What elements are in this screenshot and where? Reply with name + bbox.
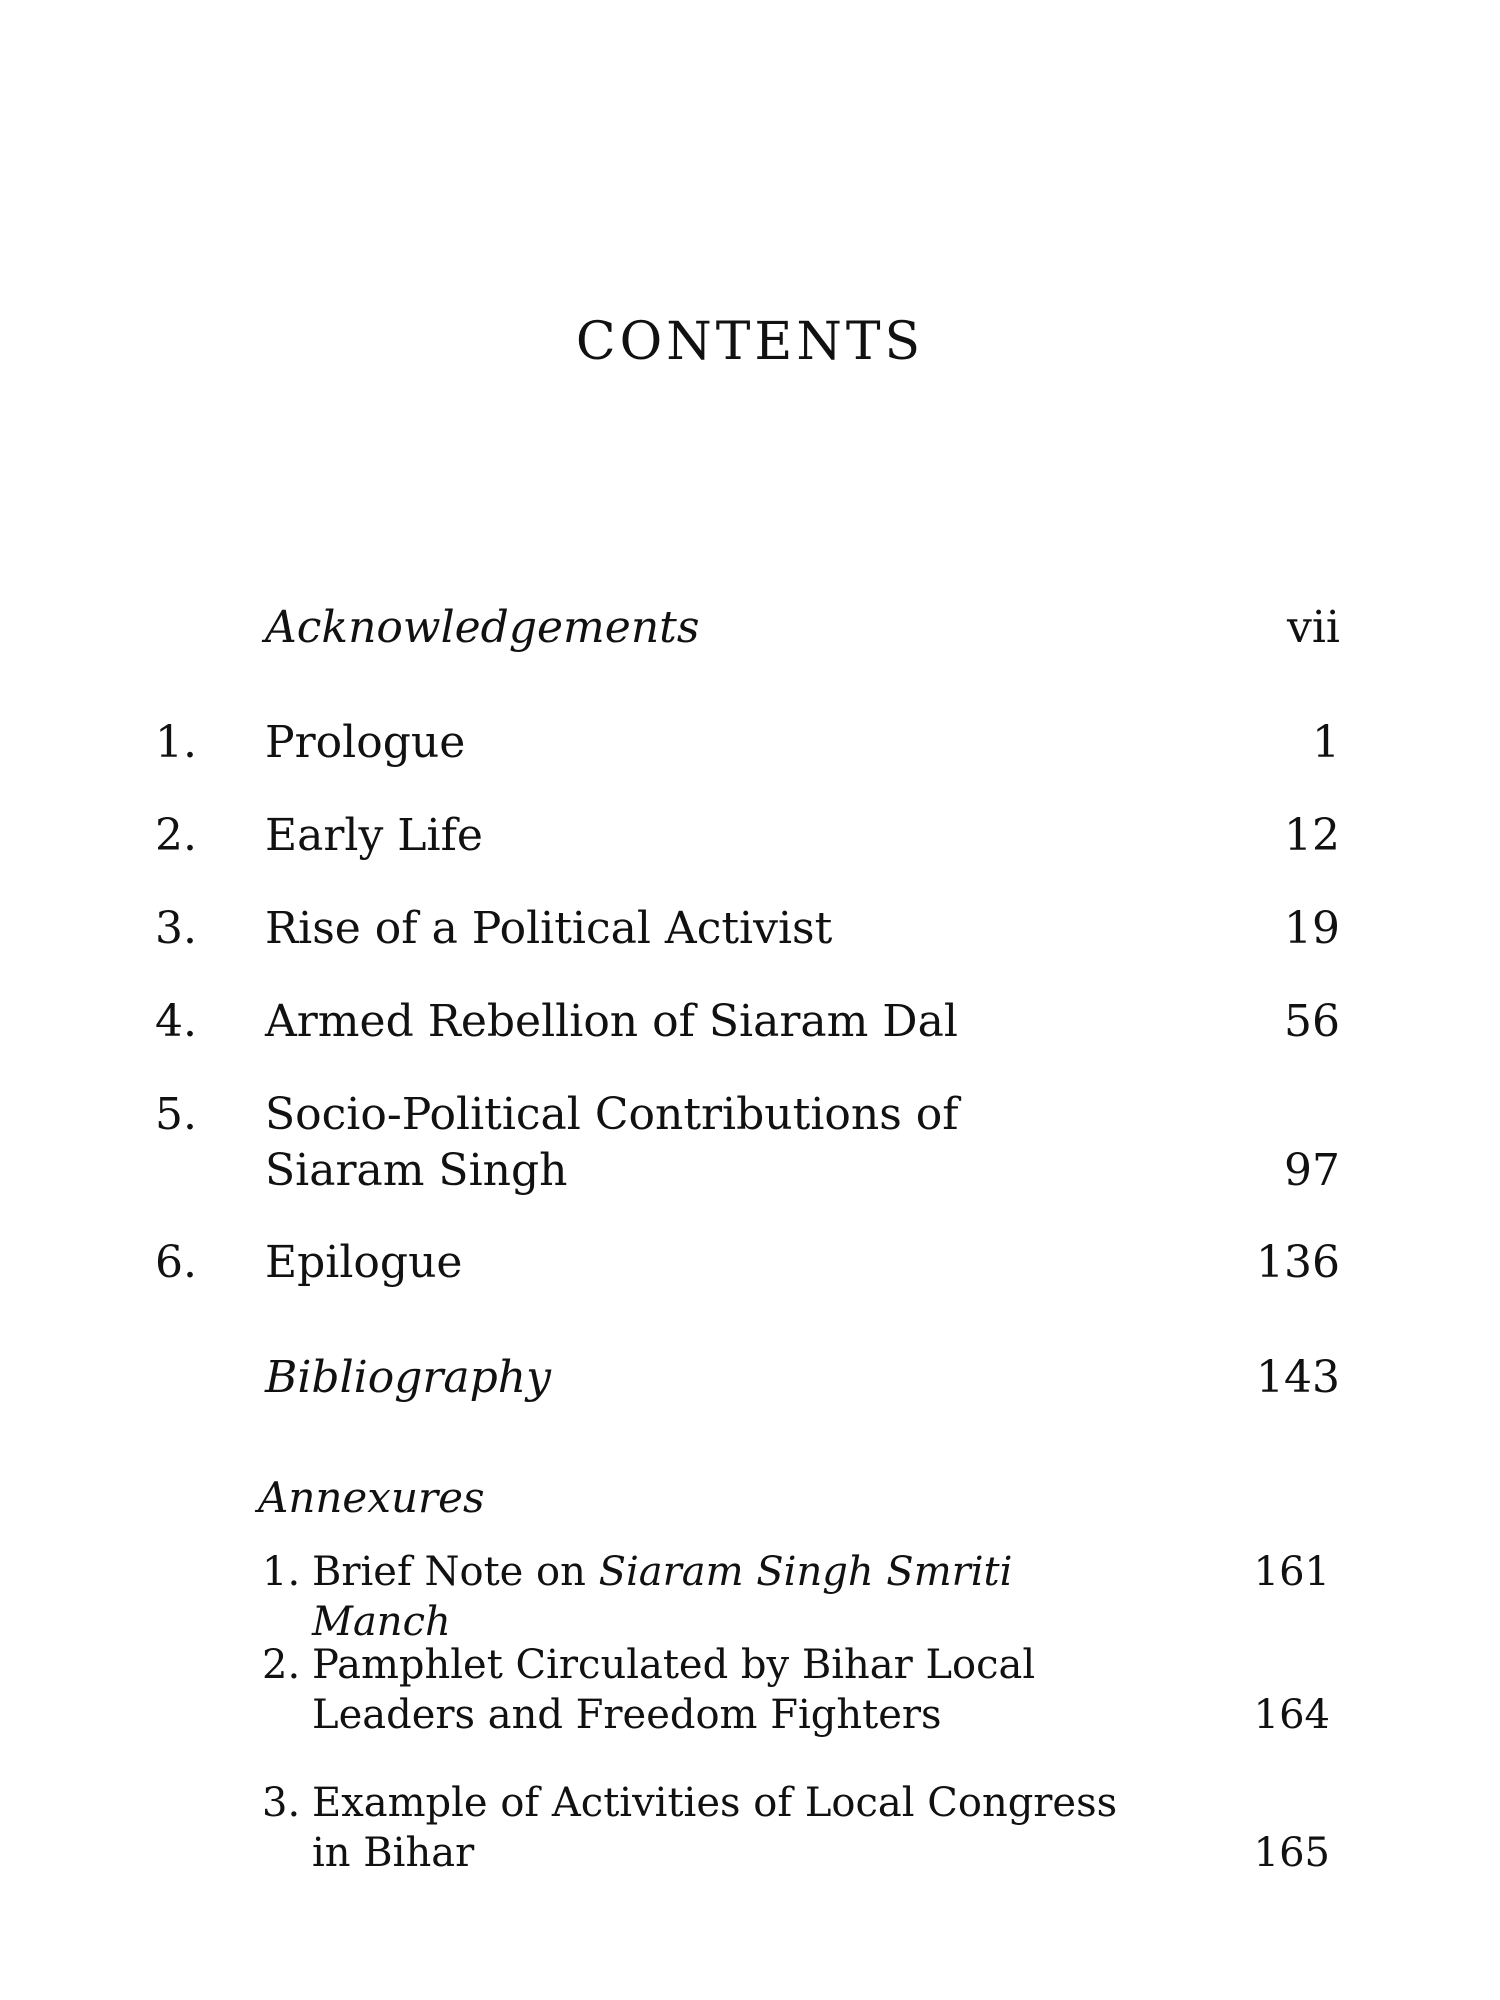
toc-entry-number: 3.: [155, 903, 197, 954]
toc-entry-number: 2.: [155, 810, 197, 861]
toc-entry-label: Epilogue: [265, 1237, 463, 1288]
page-title: CONTENTS: [575, 312, 925, 372]
toc-entry-label: Acknowledgements: [265, 602, 700, 653]
toc-entry-label-line-2: in Bihar: [312, 1830, 475, 1876]
toc-entry-label-prefix: Brief Note on: [312, 1549, 599, 1595]
toc-entry-acknowledgements[interactable]: [0, 600, 1500, 656]
toc-entry-bibliography[interactable]: [0, 1350, 1500, 1406]
toc-entry-label-line-2: Siaram Singh: [265, 1145, 568, 1196]
toc-entry-number: 1.: [155, 717, 197, 768]
toc-entry-label-line-2: Leaders and Freedom Fighters: [312, 1692, 942, 1738]
toc-entry-number: 1.: [262, 1549, 301, 1595]
toc-entry-page: 56: [1284, 996, 1340, 1047]
toc-entry-chapter-6[interactable]: [0, 1235, 1500, 1291]
toc-entry-label: Early Life: [265, 810, 483, 861]
toc-entry-annexure-3[interactable]: [0, 1778, 1500, 1878]
toc-entry-chapter-2[interactable]: [0, 808, 1500, 864]
toc-entry-label-line-1: Pamphlet Circulated by Bihar Local: [312, 1642, 1036, 1688]
toc-entry-page: 161: [1253, 1549, 1330, 1595]
toc-entry-page: 97: [1284, 1145, 1340, 1196]
toc-entry-label: Armed Rebellion of Siaram Dal: [265, 996, 958, 1047]
toc-entry-chapter-3[interactable]: [0, 901, 1500, 957]
toc-entry-label-line-1: Socio-Political Contributions of: [265, 1089, 959, 1140]
annexures-heading: Annexures: [258, 1473, 485, 1522]
toc-entry-number: 3.: [262, 1780, 301, 1826]
toc-entry-page: vii: [1286, 602, 1340, 653]
toc-entry-number: 2.: [262, 1642, 301, 1688]
toc-entry-label: Bibliography: [265, 1352, 551, 1403]
toc-entry-number: 6.: [155, 1237, 197, 1288]
toc-entry-page: 165: [1253, 1830, 1330, 1876]
toc-entry-label: Prologue: [265, 717, 466, 768]
toc-entry-page: 1: [1312, 717, 1340, 768]
toc-entry-page: 136: [1256, 1237, 1340, 1288]
toc-entry-number: 5.: [155, 1089, 197, 1140]
toc-entry-page: 164: [1253, 1692, 1330, 1738]
toc-entry-label-line-1: Example of Activities of Local Congress: [312, 1780, 1118, 1826]
toc-entry-page: 12: [1284, 810, 1340, 861]
toc-entry-annexure-1[interactable]: [0, 1547, 1500, 1645]
toc-entry-chapter-5[interactable]: [0, 1087, 1500, 1199]
toc-entry-label-italic: Siaram Singh Smriti Manch: [312, 1549, 1013, 1645]
toc-entry-number: 4.: [155, 996, 197, 1047]
toc-entry-chapter-1[interactable]: [0, 715, 1500, 771]
toc-entry-annexure-2[interactable]: [0, 1640, 1500, 1740]
toc-entry-chapter-4[interactable]: [0, 994, 1500, 1050]
toc-entry-label: Rise of a Political Activist: [265, 903, 833, 954]
toc-entry-label: [312, 1547, 1132, 1647]
toc-entry-page: 143: [1256, 1352, 1340, 1403]
toc-entry-page: 19: [1284, 903, 1340, 954]
